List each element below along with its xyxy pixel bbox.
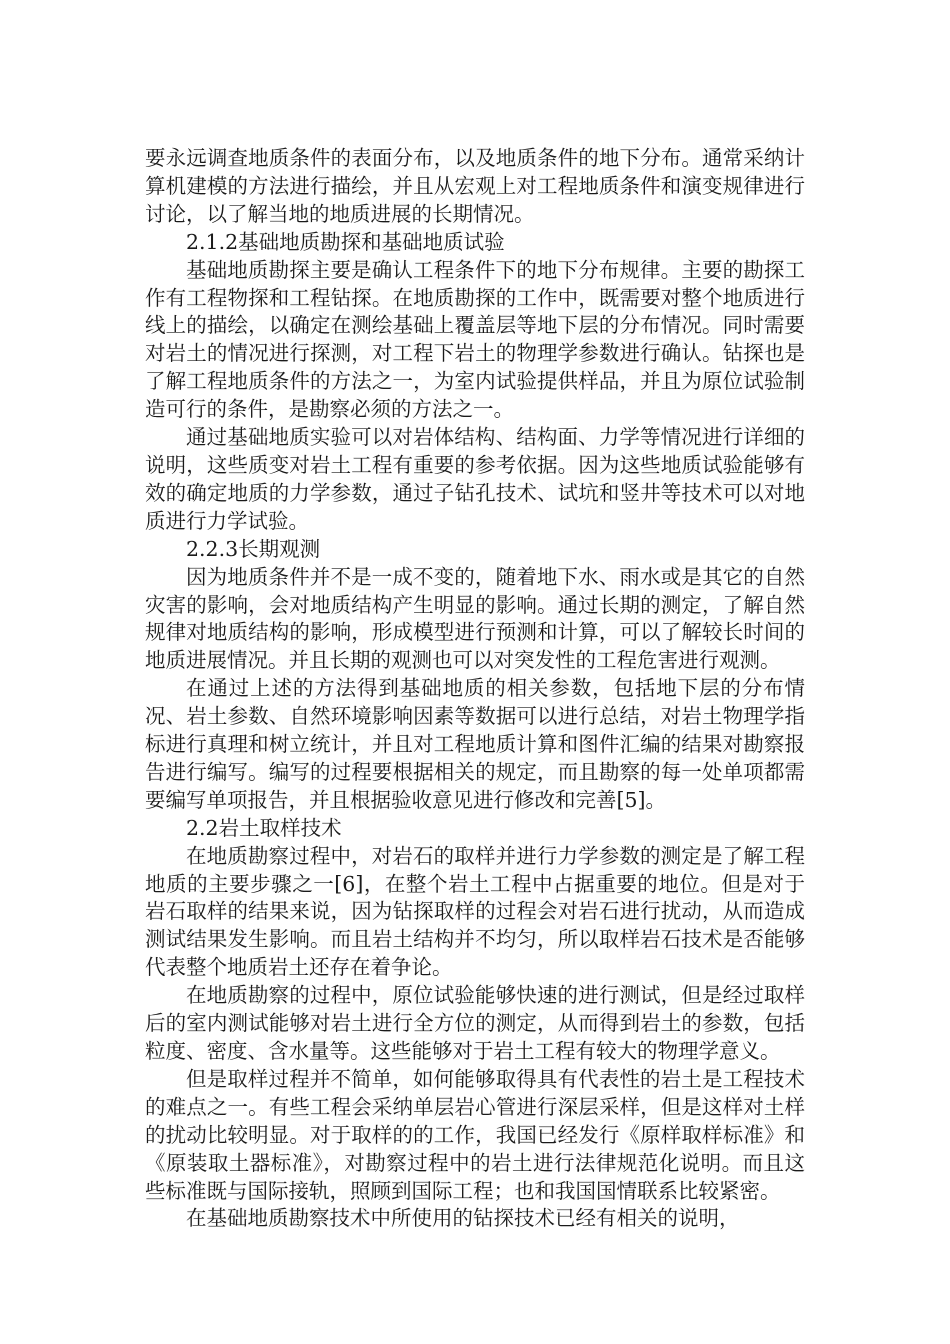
section-heading: 2.1.2基础地质勘探和基础地质试验 — [186, 229, 505, 254]
paragraph-continuation: 要永远调查地质条件的表面分布，以及地质条件的地下分布。通常采纳计算机建模的方法进行描绘，并且从宏观上对工程地质条件和演变规律进行讨论，以了解当地的地质进展的长期情况。 — [145, 146, 805, 226]
paragraph: 因为地质条件并不是一成不变的，随着地下水、雨水或是其它的自然灾害的影响，会对地质结构产生明显的影响。通过长期的测定，了解自然规律对地质结构的影响，形成模型进行预测和计算，可以了解较长时间的地质进展情况。并且长期的观测也可以对突发性的工程危害进行观测。 — [145, 564, 805, 673]
paragraph: 基础地质勘探主要是确认工程条件下的地下分布规律。主要的勘探工作有工程物探和工程钻探。在地质勘探的工作中，既需要对整个地质进行线上的描绘，以确定在测绘基础上覆盖层等地下层的分布情况。同时需要对岩土的情况进行探测，对工程下岩土的物理学参数进行确认。钻探也是了解工程地质条件的方法之一，为室内试验提供样品，并且为原位试验制造可行的条件，是勘察必须的方法之一。 — [145, 257, 805, 422]
paragraph: 但是取样过程并不简单，如何能够取得具有代表性的岩土是工程技术的难点之一。有些工程会采纳单层岩心管进行深层采样，但是这样对土样的扰动比较明显。对于取样的的工作，我国已经发行《原样取样标准》和《原装取土器标准》，对勘察过程中的岩土进行法律规范化说明。而且这些标准既与国际接轨，照顾到国际工程；也和我国国情联系比较紧密。 — [145, 1066, 805, 1203]
paragraph: 通过基础地质实验可以对岩体结构、结构面、力学等情况进行详细的说明，这些质变对岩土工程有重要的参考依据。因为这些地质试验能够有效的确定地质的力学参数，通过子钻孔技术、试坑和竖井等技术可以对地质进行力学试验。 — [145, 425, 805, 533]
section-heading: 2.2.3长期观测 — [186, 536, 321, 561]
paragraph: 在通过上述的方法得到基础地质的相关参数，包括地下层的分布情况、岩土参数、自然环境影响因素等数据可以进行总结，对岩土物理学指标进行真理和树立统计，并且对工程地质计算和图件汇编的结果对勘察报告进行编写。编写的过程要根据相关的规定，而且勘察的每一处单项都需要编写单项报告，并且根据验收意见进行修改和完善[5]。 — [145, 676, 805, 812]
paragraph: 在地质勘察过程中，对岩石的取样并进行力学参数的测定是了解工程地质的主要步骤之一[6]，在整个岩土工程中占据重要的地位。但是对于岩石取样的结果来说，因为钻探取样的过程会对岩石进行扰动，从而造成测试结果发生影响。而且岩土结构并不均匀，所以取样岩石技术是否能够代表整个地质岩土还存在着争论。 — [145, 843, 805, 980]
paragraph: 在地质勘察的过程中，原位试验能够快速的进行测试，但是经过取样后的室内测试能够对岩土进行全方位的测定，从而得到岩土的参数，包括粒度、密度、含水量等。这些能够对于岩土工程有较大的物理学意义。 — [145, 983, 805, 1063]
document-body — [145, 145, 805, 1233]
section-heading: 2.2岩土取样技术 — [186, 815, 342, 840]
paragraph: 在基础地质勘察技术中所使用的钻探技术已经有相关的说明， — [186, 1206, 740, 1231]
